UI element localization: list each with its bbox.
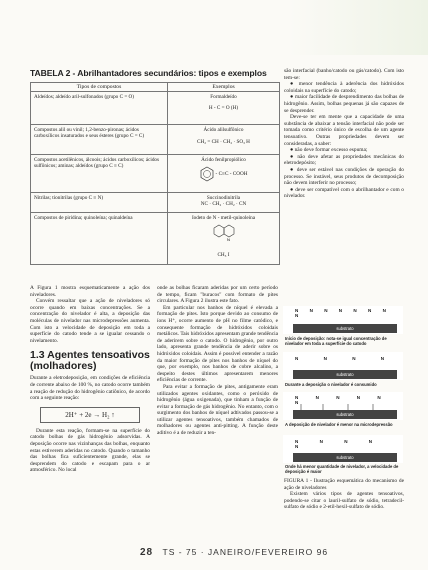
- substrate-bar: substrato: [293, 453, 397, 462]
- table-cell-formula: NC · CH₂ · CH₂ · CN: [200, 201, 247, 208]
- figure-panel-3: [283, 392, 403, 420]
- benzene-ring-icon: [200, 166, 214, 182]
- leveler-molecules: N N N N: [295, 356, 397, 361]
- paragraph: Durante esta reação, formam-se na superfície do catodo bolhas de gás hidrogênio adsorvidas. A deposição ocorre nas vizinhanças das bolhas, enquanto estas estiverem aderidas no catodo. Quando o tamanho das bolhas fica suficientemente grande, elas se desprendem do catodo e escapam para o ar atmosférico. No local: [30, 427, 150, 474]
- equation-box: 2H⁺ + 2e → H₂ ↑: [40, 407, 140, 423]
- table-header-type: Tipos de compostos: [31, 83, 168, 92]
- bullet-item: ● deve ser estável nas condições de operação do processo. Se instável, seus produtos de decomposição não devem interferir no processo;: [284, 167, 404, 187]
- bullet-item: ● maior facilidade de desprendimento das bolhas de hidrogênio. Assim, bolhas pequenas já são capazes de se desprender.: [284, 94, 404, 114]
- leveler-molecules: N N N N N: [295, 439, 383, 449]
- table-header-example: Exemplos: [168, 83, 280, 92]
- figure-panel-caption: Durante a deposição o nivelador é consumido: [285, 382, 377, 387]
- figure-panel-caption: Início de deposição: nota-se igual concentração de nivelador em toda a superfície do catodo: [285, 336, 387, 346]
- table-cell-example: Ácido alilsulfônico: [203, 127, 244, 134]
- table-cell-formula: H - C = O (H): [208, 105, 239, 112]
- figure-panel-caption: A deposição de nivelador é menor na microdepressão: [285, 422, 393, 427]
- leveler-molecules: N N N N N N: [295, 395, 389, 405]
- table-cell-type: Compostos alil ou vinil; 1,2-benzo-pironas; ácidos carboxílicos insaturados e seus ésteres (grupo C = C): [31, 125, 168, 155]
- figure-panel-1: [283, 306, 403, 334]
- paragraph: onde as bolhas ficaram aderidas por um certo período de tempo, ficam "buracos" com formato de pites circulares. A Figura 2 ilustra este fato.: [157, 285, 278, 305]
- substrate-bar: substrato: [293, 370, 397, 379]
- table-cell-type: Aldeídos; aldeído aril-sulfonados (grupo C = O): [31, 92, 168, 125]
- substrate-bar: substrato: [293, 324, 397, 333]
- paragraph: Deve-se ter em mente que a capacidade de uma substância de abaixar a tensão interfacial não pode ser tomada como critério único de escolha de um agente tensoativo. Outras propriedades devem ser consideradas, a saber:: [284, 114, 404, 147]
- column-left: [30, 285, 150, 474]
- paragraph: são interfacial (banho/catodo ou gás/catodo). Com isto tem-se:: [284, 68, 404, 81]
- leveler-molecules: N N N N N N N N: [295, 308, 391, 318]
- paragraph: A Figura 1 mostra esquematicamente a ação dos niveladores.: [30, 285, 150, 298]
- page-footer: [140, 547, 328, 558]
- bullet-item: ● menor tendência à aderência dos hidróxidos coloidais na superfície do catodo;: [284, 81, 404, 94]
- paragraph: Em particular nos banhos de níquel é elevada a formação de pites. Isto porque devido ao consumo de íons H⁺, ocorre aumento de pH no filme catódico, e consequente formação de hidróxidos coloidais metálicos. Tais hidróxidos apresentam grande tendência de aderirem sobre o catodo. O hidrogênio, por outro lado, apresenta grande tendência de aderir sobre os hidróxidos coloidais. Assim é possível entender a razão da maior formação de pites nos banhos de níquel do que, por exemplo, nos banhos de cobre alcalino, a despeito destes últimos apresentarem menores eficiências de corrente.: [157, 304, 278, 384]
- figure-caption-block: [284, 478, 404, 511]
- table-cell-example: Succinodinitrila: [206, 195, 241, 202]
- page-number: 28: [140, 547, 154, 558]
- table-cell-type: Nitrilas; tionitrilas (grupo C ≡ N): [31, 193, 168, 213]
- figure-panel-caption: Onde há menor quantidade de nivelador, a velocidade de deposição é maior: [285, 464, 399, 474]
- paragraph: Existem vários tipos de agentes tensoativos, podendo-se citar o lauril-sulfato de sódio, tetradecil-sulfato de sódio e 2-etil-hexil-sulfato de sódio.: [284, 491, 404, 511]
- table-cell-example: Ácido fenilpropiólico: [201, 157, 246, 164]
- svg-text:N: N: [226, 237, 230, 243]
- substrate-bar: substrato: [293, 410, 397, 419]
- table-cell-formula: CH₃ I: [217, 251, 230, 258]
- table-cell-example: Formaldeído: [210, 94, 237, 101]
- compounds-table: [30, 82, 280, 265]
- table-cell-type: Compostos acetilênicos, álcoois; ácidos carboxílicos; ácidos sulfônicos; aminas; aldeídos (grupo C ≡ C): [31, 155, 168, 193]
- figure-panel-2: [283, 352, 403, 380]
- column-right: [284, 68, 404, 200]
- table-title: TABELA 2 - Abrilhantadores secundários: tipos e exemplos: [30, 68, 267, 78]
- paragraph: Para evitar a formação de pites, antigamente eram utilizados agentes oxidantes, como o peróxido de hidrogênio (água oxigenada), que tinham a função de evitar a formação de gás hidrogênio. No entanto, com o surgimento dos banhos de níquel adtivados passou-se a utilizar agentes tensoativos, também chamados de molhadores ou agentes anti-pitting. A função deste aditivo é a de reduzir a ten-: [157, 383, 278, 437]
- bullet-item: ● deve ser compatível com o abrilhantador e com o nivelador.: [284, 187, 404, 200]
- figure-panel-4: [283, 435, 403, 463]
- table-cell-formula: - C≡C - COOH: [215, 171, 248, 178]
- bullet-item: ● não deve formar excesso espuma;: [284, 147, 404, 154]
- paragraph: Convém ressaltar que a ação de niveladores só ocorre quando em baixas concentrações. Se a concentração do nivelador é alta, a deposição das moléculas de nivelador nas microdepressões aumenta. Com isto a velocidade de deposição em toda a superfície do catodo tende a se igualar cessando o nivelamento.: [30, 298, 150, 344]
- top-band: [0, 0, 428, 60]
- table-cell-formula: CH₂ = CH · CH₂ · SO₃ H: [197, 139, 250, 146]
- quinoline-ring-icon: [213, 223, 235, 249]
- paragraph: Durante a eletrodeposição, em condições de eficiência de corrente abaixo de 100 %, no catodo ocorre também a reação de redução do hidrogênio catiônico, de acordo com a seguinte reação:: [30, 375, 150, 402]
- figure-caption: FIGURA 1 - Ilustração esquemática do mecanismo de ação de niveladores: [284, 478, 404, 491]
- bullet-item: ● não deve afetar as propriedades mecânicas do eletrodepósito;: [284, 154, 404, 167]
- section-heading: 1.3 Agentes tensoativos (molhadores): [30, 349, 150, 373]
- table-cell-type: Compostos de piridina; quinoleína; quinaldeína: [31, 213, 168, 265]
- table-cell-example: Iodeto de N - metil-quinoleína: [191, 215, 256, 222]
- column-middle: [157, 285, 278, 437]
- issue-label: TS - 75 · JANEIRO/FEVEREIRO 96: [162, 547, 329, 557]
